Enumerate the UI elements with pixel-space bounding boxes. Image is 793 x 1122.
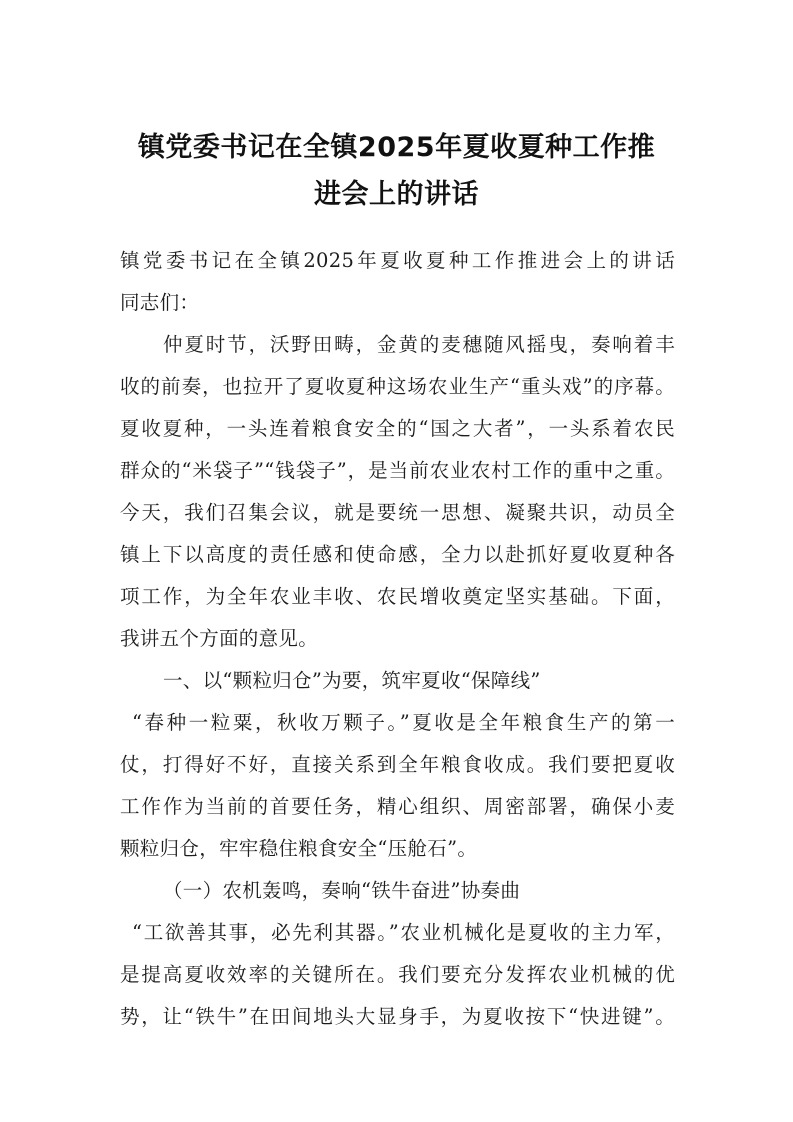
body-line: 今天，我们召集会议，就是要统一思想、凝聚共识，动员全 [120, 501, 675, 524]
document-title-line-2: 进会上的讲话 [314, 179, 479, 210]
body-line: 工作作为当前的首要任务，精心组织、周密部署，确保小麦 [120, 795, 675, 818]
body-line: 仗，打得好不好，直接关系到全年粮食收成。我们要把夏收 [120, 753, 675, 776]
body-line-subtitle: 镇党委书记在全镇2025年夏收夏种工作推进会上的讲话 [120, 249, 675, 272]
body-line: 颗粒归仓，牢牢稳住粮食安全“压舱石”。 [120, 837, 478, 860]
body-line: 我讲五个方面的意见。 [120, 627, 319, 650]
body-line: 势，让“铁牛”在田间地头大显身手，为夏收按下“快进键”。 [120, 1005, 675, 1028]
salutation: 同志们： [120, 291, 200, 314]
body-line: 群众的“米袋子”“钱袋子”，是当前农业农村工作的重中之重。 [120, 459, 675, 482]
body-line: 仲夏时节，沃野田畴，金黄的麦穗随风摇曳，奏响着丰 [163, 333, 675, 356]
body-line: 项工作，为全年农业丰收、农民增收奠定坚实基础。下面， [120, 585, 675, 608]
subsection-heading-1: （一）农机轰鸣，奏响“铁牛奋进”协奏曲 [163, 879, 521, 902]
document-title-line-1: 镇党委书记在全镇2025年夏收夏种工作推 [137, 132, 656, 163]
body-line: “工欲善其事，必先利其器。”农业机械化是夏收的主力军， [132, 921, 675, 944]
body-line: “春种一粒粟，秋收万颗子。”夏收是全年粮食生产的第一 [132, 711, 675, 734]
section-heading-1: 一、以“颗粒归仓”为要，筑牢夏收“保障线” [163, 669, 541, 692]
body-line: 收的前奏，也拉开了夏收夏种这场农业生产“重头戏”的序幕。 [120, 375, 675, 398]
body-line: 镇上下以高度的责任感和使命感，全力以赴抓好夏收夏种各 [120, 543, 675, 566]
body-line: 夏收夏种，一头连着粮食安全的“国之大者”，一头系着农民 [120, 417, 675, 440]
body-line: 是提高夏收效率的关键所在。我们要充分发挥农业机械的优 [120, 963, 675, 986]
